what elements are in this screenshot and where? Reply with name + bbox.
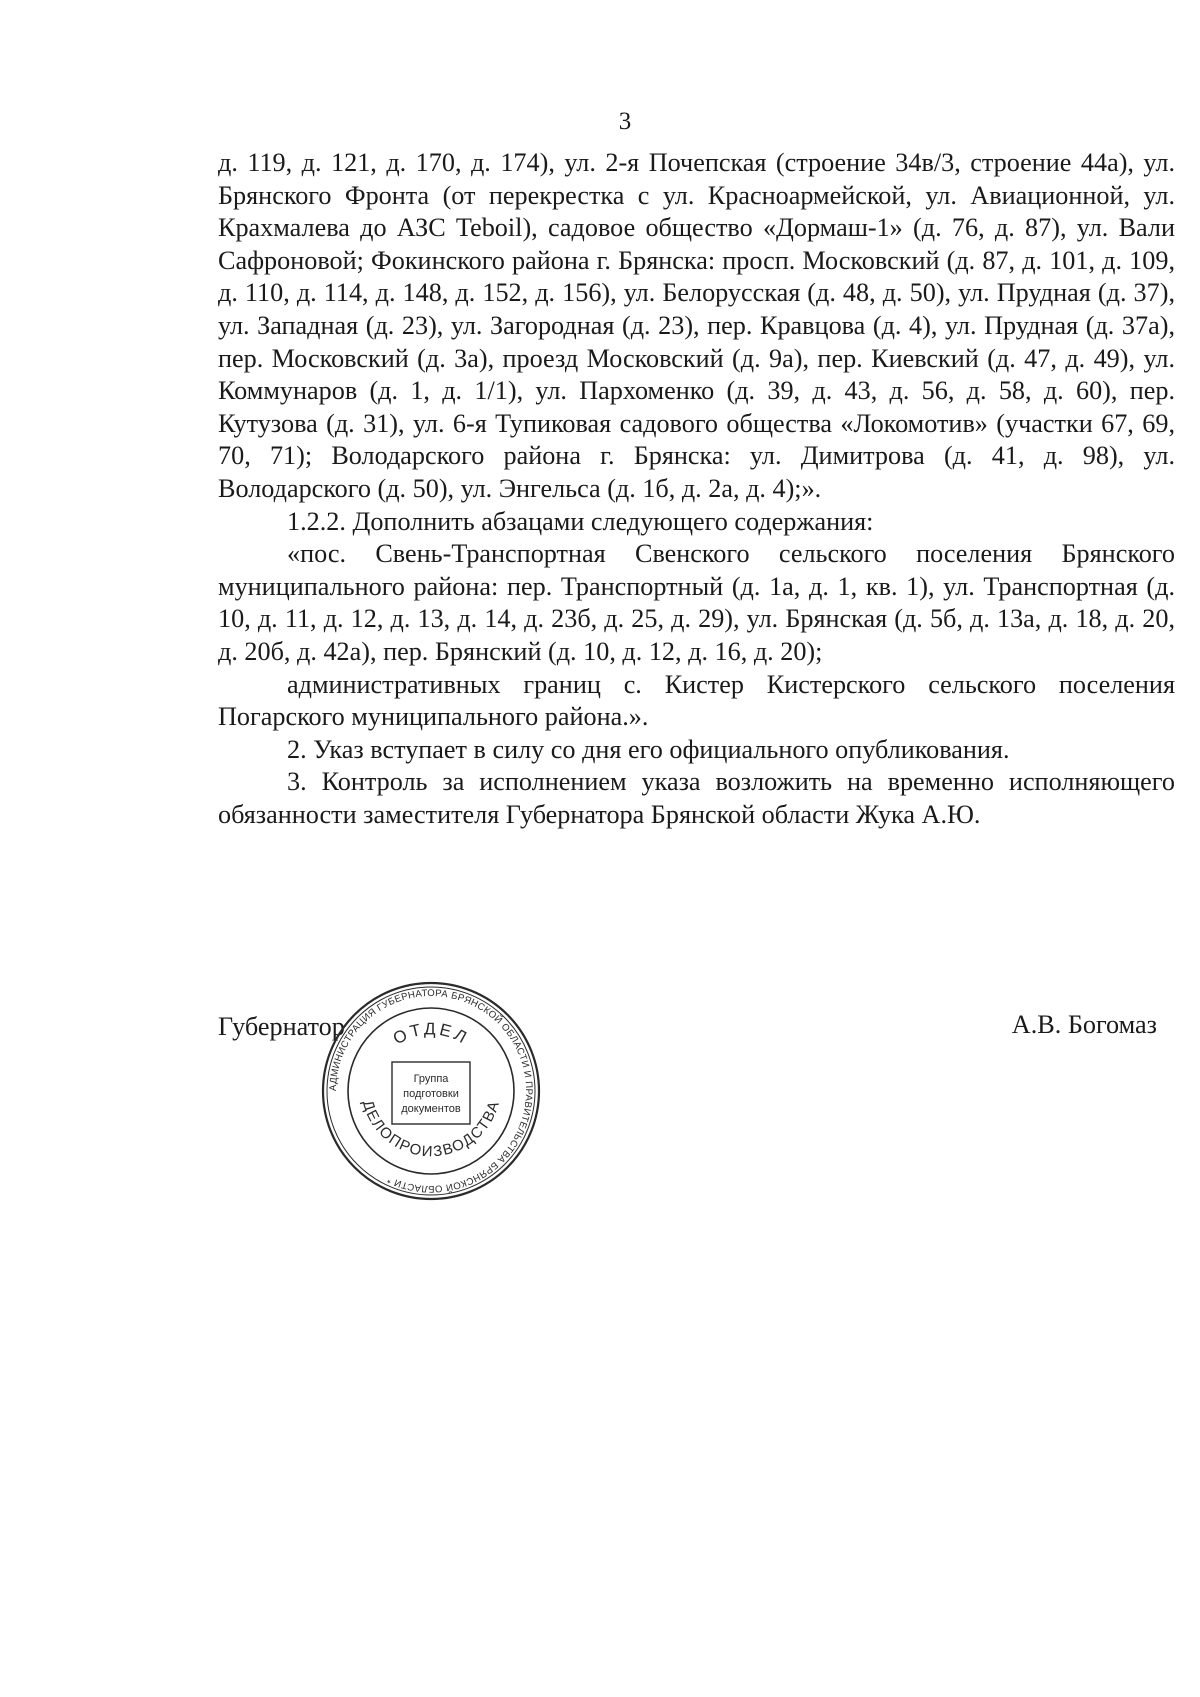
paragraph-kister: административных границ с. Кистер Кистерского сельского поселения Погарского муниципального района.». [218, 669, 1175, 732]
stamp-bottom-text: ДЕЛОПРОИЗВОДСТВА [358, 1098, 504, 1161]
paragraph-item-3: 3. Контроль за исполнением указа возложить на временно исполняющего обязанности заместителя Губернатора Брянской области Жука А.Ю. [218, 767, 1175, 829]
signatory-title: Губернатор [218, 1012, 345, 1041]
stamp-outer-text: АДМИНИСТРАЦИЯ ГУБЕРНАТОРА БРЯНСКОЙ ОБЛАСТИ И ПРАВИТЕЛЬСТВА БРЯНСКОЙ ОБЛАСТИ * [327, 987, 535, 1195]
paragraph-address-list: д. 119, д. 121, д. 170, д. 174), ул. 2-я Почепская (строение 34в/3, строение 44а), ул. Брянского Фронта (от перекрестка с ул. Красноармейской, ул. Авиационной, ул. Крахмалева до АЗС Teboil), садовое общество «Дормаш-1» (д. 76, д. 87), ул. Вали Сафроновой; Фокинского района г. Брянска: просп. Московский (д. 87, д. 101, д. 109, д. 110, д. 114, д. 148, д. 152, д. 156), ул. Белорусская (д. 48, д. 50), ул. Прудная (д. 37), ул. Западная (д. 23), ул. Загородная (д. 23), пер. Кравцова (д. 4), ул. Прудная (д. 37а), пер. Московский (д. 3а), проезд Московский (д. 9а), пер. Киевский (д. 47, д. 49), ул. Коммунаров (д. 1, д. 1/1), ул. Пархоменко (д. 39, д. 43, д. 56, д. 58, д. 60), пер. Кутузова (д. 31), ул. 6-я Тупиковая садового общества «Локомотив» (участки 67, 69, 70, 71); Володарского района г. Брянска: ул. Димитрова (д. 41, д. 98), ул. Володарского (д. 50), ул. Энгельса (д. 1б, д. 2а, д. 4);». [218, 148, 1175, 503]
stamp-center-line-1: Группа [413, 1073, 449, 1085]
paragraph-1-2-2: 1.2.2. Дополнить абзацами следующего содержания: [287, 506, 874, 536]
stamp-center-line-2: подготовки [403, 1088, 459, 1100]
document-body [218, 147, 1175, 831]
page-number: 3 [618, 108, 632, 135]
signatory-name: А.В. Богомаз [1011, 1010, 1157, 1039]
stamp-seal-icon [318, 978, 544, 1204]
stamp-top-text: ОТДЕЛ [389, 1019, 473, 1049]
paragraph-item-2: 2. Указ вступает в силу со дня его официального опубликования. [287, 734, 1010, 764]
paragraph-sven-transportnaya: «пос. Свень-Транспортная Свенского сельского поселения Брянского муниципального района: пер. Транспортный (д. 1а, д. 1, кв. 1), ул. Транспортная (д. 10, д. 11, д. 12, д. 13, д. 14, д. 23б, д. 25, д. 29), ул. Брянская (д. 5б, д. 13а, д. 18, д. 20, д. 20б, д. 42а), пер. Брянский (д. 10, д. 12, д. 16, д. 20); [218, 539, 1175, 666]
official-stamp [318, 978, 544, 1204]
stamp-center-line-3: документов [401, 1103, 461, 1115]
